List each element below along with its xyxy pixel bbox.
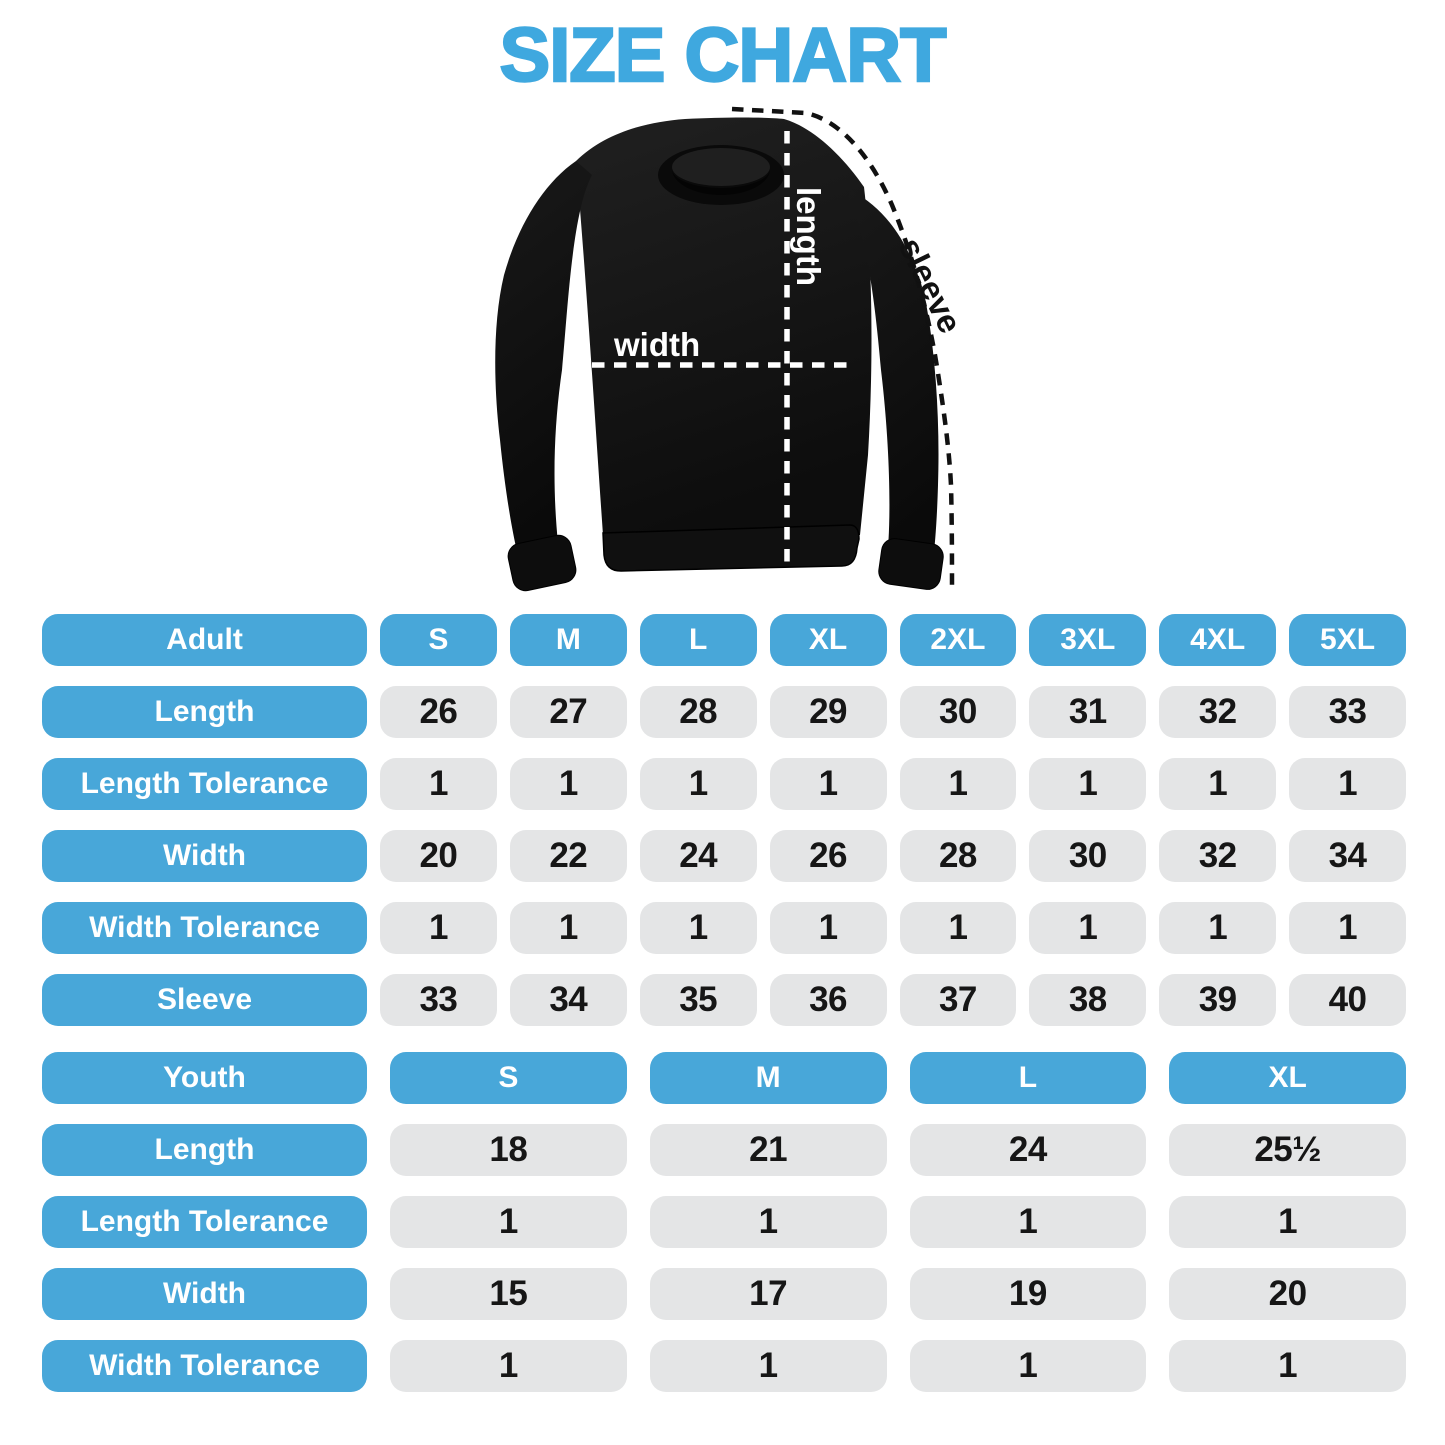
size-value-cell: 28 (640, 686, 757, 738)
table-title-cell: Youth (42, 1052, 367, 1104)
size-value-cell: 1 (1159, 902, 1276, 954)
size-value-cell: 1 (910, 1340, 1147, 1392)
adult-size-table (42, 614, 1406, 1026)
table-row (42, 1268, 1406, 1320)
table-row (42, 830, 1406, 882)
size-value-cell: 1 (380, 902, 497, 954)
size-value-cell: 1 (1289, 758, 1406, 810)
row-label-cell: Width Tolerance (42, 902, 367, 954)
table-row (42, 1196, 1406, 1248)
size-value-cell: 1 (650, 1196, 887, 1248)
size-value-cell: 1 (770, 902, 887, 954)
size-value-cell: 24 (910, 1124, 1147, 1176)
size-value-cell: 33 (1289, 686, 1406, 738)
size-value-cell: 1 (390, 1196, 627, 1248)
size-value-cell: 1 (1159, 758, 1276, 810)
size-value-cell: 22 (510, 830, 627, 882)
row-label-cell: Length Tolerance (42, 758, 367, 810)
right-cuff (877, 537, 945, 591)
size-value-cell: 26 (380, 686, 497, 738)
length-label: length (790, 187, 827, 286)
size-value-cell: 39 (1159, 974, 1276, 1026)
row-label-cell: Length (42, 686, 367, 738)
size-value-cell: 32 (1159, 686, 1276, 738)
header-row (42, 614, 1406, 666)
size-column-header: M (650, 1052, 887, 1104)
size-value-cell: 26 (770, 830, 887, 882)
size-value-cell: 28 (900, 830, 1017, 882)
row-label-cell: Width (42, 830, 367, 882)
table-row (42, 1340, 1406, 1392)
size-column-header: S (390, 1052, 627, 1104)
size-value-cell: 30 (1029, 830, 1146, 882)
size-value-cell: 20 (1169, 1268, 1406, 1320)
size-value-cell: 24 (640, 830, 757, 882)
size-value-cell: 20 (380, 830, 497, 882)
size-column-header: 4XL (1159, 614, 1276, 666)
size-column-header: L (640, 614, 757, 666)
size-value-cell: 1 (380, 758, 497, 810)
sleeve-label: sleeve (891, 231, 970, 339)
size-value-cell: 1 (900, 758, 1017, 810)
hem-band (603, 525, 859, 571)
size-value-cell: 38 (1029, 974, 1146, 1026)
table-row (42, 974, 1406, 1026)
size-column-header: M (510, 614, 627, 666)
size-value-cell: 27 (510, 686, 627, 738)
row-label-cell: Length (42, 1124, 367, 1176)
size-column-header: 2XL (900, 614, 1017, 666)
size-column-header: 5XL (1289, 614, 1406, 666)
size-value-cell: 35 (640, 974, 757, 1026)
size-value-cell: 19 (910, 1268, 1147, 1320)
row-label-cell: Width Tolerance (42, 1340, 367, 1392)
header-row (42, 1052, 1406, 1104)
size-value-cell: 21 (650, 1124, 887, 1176)
size-value-cell: 33 (380, 974, 497, 1026)
size-value-cell: 32 (1159, 830, 1276, 882)
size-value-cell: 1 (1029, 902, 1146, 954)
size-value-cell: 40 (1289, 974, 1406, 1026)
size-value-cell: 1 (510, 758, 627, 810)
page-title: SIZE CHART (499, 13, 946, 98)
size-value-cell: 1 (1289, 902, 1406, 954)
size-value-cell: 1 (390, 1340, 627, 1392)
table-row (42, 758, 1406, 810)
size-value-cell: 1 (640, 902, 757, 954)
size-value-cell: 1 (900, 902, 1017, 954)
youth-size-table (42, 1052, 1406, 1392)
size-value-cell: 1 (910, 1196, 1147, 1248)
row-label-cell: Width (42, 1268, 367, 1320)
table-title-cell: Adult (42, 614, 367, 666)
size-value-cell: 1 (510, 902, 627, 954)
size-value-cell: 1 (1169, 1340, 1406, 1392)
size-value-cell: 1 (1169, 1196, 1406, 1248)
size-value-cell: 17 (650, 1268, 887, 1320)
table-row (42, 1124, 1406, 1176)
size-value-cell: 25½ (1169, 1124, 1406, 1176)
size-tables (42, 614, 1406, 1412)
size-value-cell: 36 (770, 974, 887, 1026)
size-value-cell: 37 (900, 974, 1017, 1026)
size-value-cell: 34 (510, 974, 627, 1026)
table-row (42, 686, 1406, 738)
size-value-cell: 1 (650, 1340, 887, 1392)
size-value-cell: 15 (390, 1268, 627, 1320)
size-column-header: 3XL (1029, 614, 1146, 666)
size-column-header: XL (770, 614, 887, 666)
size-column-header: XL (1169, 1052, 1406, 1104)
size-value-cell: 1 (640, 758, 757, 810)
size-value-cell: 31 (1029, 686, 1146, 738)
sweatshirt-diagram (440, 95, 1080, 610)
size-value-cell: 1 (770, 758, 887, 810)
size-value-cell: 1 (1029, 758, 1146, 810)
size-value-cell: 29 (770, 686, 887, 738)
row-label-cell: Length Tolerance (42, 1196, 367, 1248)
size-value-cell: 30 (900, 686, 1017, 738)
collar-inner (672, 148, 770, 186)
size-value-cell: 34 (1289, 830, 1406, 882)
size-column-header: L (910, 1052, 1147, 1104)
width-label: width (614, 326, 701, 363)
size-column-header: S (380, 614, 497, 666)
sweatshirt-graphic (440, 95, 1080, 610)
table-row (42, 902, 1406, 954)
left-sleeve (495, 161, 592, 547)
size-value-cell: 18 (390, 1124, 627, 1176)
row-label-cell: Sleeve (42, 974, 367, 1026)
